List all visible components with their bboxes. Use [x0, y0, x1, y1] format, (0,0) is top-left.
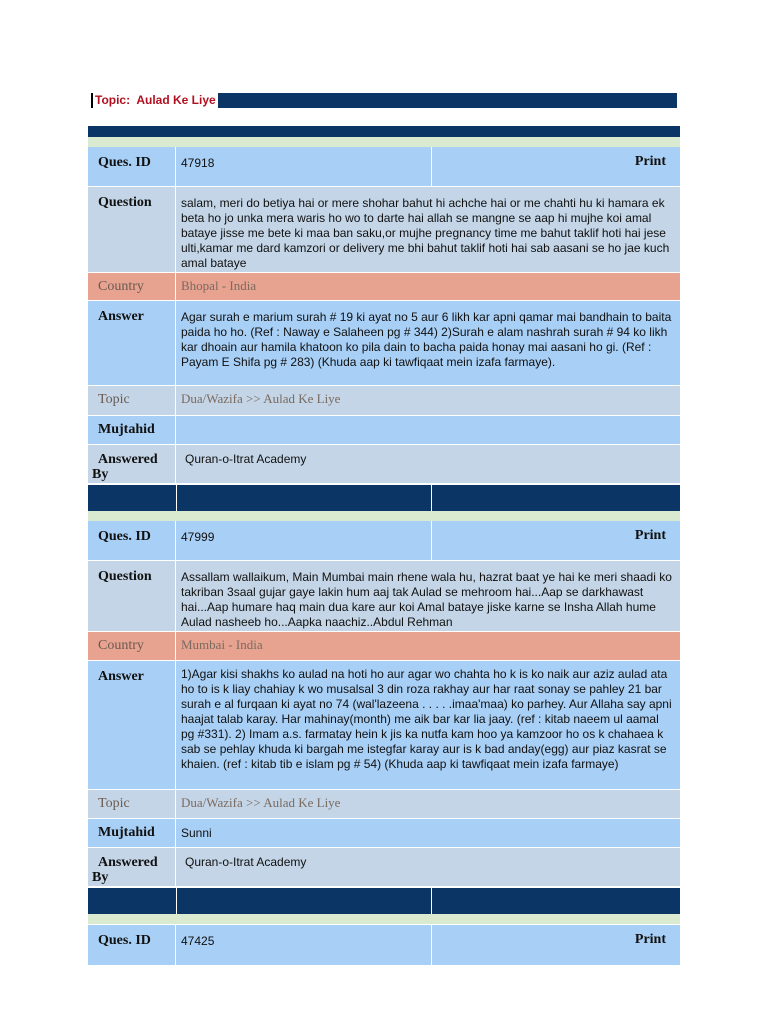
answer-text: 1)Agar kisi shakhs ko aulad na hoti ho aur agar wo chahta ho k is ko naik aur aziz aulad ata ho to is k liay chahiay k wo musalsal 3 din roza rakhay aur har raat sonay se pahley 21 bar surah e al furqaan ki ayat no 74 (wal'lazeena . . . . .imaa'maa) ko parhey. Aur Allaha say apni haajat talab karay. Har mahinay(month) me aik bar kar lia jaay. (ref : kitab naeem ul aamal pg #331). 2) Imam a.s. farmatay hein k jis ka nutfa kam hoo ya kamzoor ho os k chahaea k sab se pehlay khuda ki bargah me istegfar karay aur is k bad anday(egg) aur piaz kasrat se khaien. (ref : kitab tib e islam pg # 54) (Khuda aap ki tawfiqaat mein izafa farmaye): [181, 667, 672, 771]
print-link[interactable]: Print: [634, 154, 666, 169]
mujtahid-label: Mujtahid: [88, 416, 176, 444]
answered-by-value: Quran-o-Itrat Academy: [185, 452, 307, 466]
answered-by-row: [88, 445, 680, 483]
topic-label: Topic: [88, 386, 176, 415]
print-link[interactable]: Print: [634, 528, 666, 543]
topic-header-bar: [91, 93, 677, 108]
country-label: Country: [88, 632, 176, 660]
country-row: [88, 632, 680, 660]
mujtahid-row: [88, 819, 680, 847]
question-label: Question: [88, 187, 176, 272]
question-text: salam, meri do betiya hai or mere shohar bahut hi achche hai or me chahti hu ki hamara ek beta ho jo unka mera waris ho wo to darte hai allah se mangne se aap hi mujhe koi amal bataye jisse me bete ki maa ban saku,or mujhe pregnancy time me bahut taklif hoti hai jese ulti,kamar me dard kamzori or delivery me bhi bahut taklif hoti hai sab aasani se ho jae kuch amal bataye: [181, 196, 670, 270]
country-label: Country: [88, 273, 176, 300]
answer-label: Answer: [88, 301, 176, 385]
mujtahid-row: [88, 416, 680, 444]
answered-by-label: Answered By: [88, 848, 176, 886]
ques-id-label: Ques. ID: [88, 147, 176, 186]
mujtahid-label: Mujtahid: [88, 819, 176, 847]
topic-value: Dua/Wazifa >> Aulad Ke Liye: [181, 391, 341, 406]
country-row: [88, 273, 680, 300]
country-value: Mumbai - India: [181, 637, 263, 652]
topic-label: Topic: [88, 790, 176, 818]
answered-by-label: Answered By: [88, 445, 176, 483]
ques-id-row: [88, 925, 680, 965]
ques-id-row: [88, 521, 680, 560]
ques-id-value: 47425: [181, 934, 215, 948]
topic-header-label: Topic: Aulad Ke Liye: [91, 93, 218, 108]
ques-id-value: 47999: [181, 530, 215, 544]
topic-value: Dua/Wazifa >> Aulad Ke Liye: [181, 795, 341, 810]
ques-id-value: 47918: [181, 156, 215, 170]
ques-id-row: [88, 147, 680, 186]
answered-by-value: Quran-o-Itrat Academy: [185, 855, 307, 869]
answer-label: Answer: [88, 661, 176, 789]
ques-id-label: Ques. ID: [88, 925, 176, 965]
mujtahid-value: [177, 416, 680, 444]
question-text: Assallam wallaikum, Main Mumbai main rhene wala hu, hazrat baat ye hai ke meri shaadi ko takriban 3saal gujar gaye lakin hum aaj tak Aulad se mehroom hai...Aap se darkhawast hai...Aap humare haq main dua kare aur koi Amal bataye jiske karne se Insha Allah hume Aulad nasheeb ho...Aapka naachiz..Abdul Rehman: [181, 570, 672, 629]
mujtahid-value: Sunni: [181, 826, 212, 840]
question-row: [88, 561, 680, 631]
answer-row: [88, 661, 680, 789]
print-link[interactable]: Print: [634, 932, 666, 947]
question-row: [88, 187, 680, 272]
question-label: Question: [88, 561, 176, 631]
entry-separator: [88, 888, 680, 914]
topic-row: [88, 790, 680, 818]
country-value: Bhopal - India: [181, 278, 257, 293]
entry-separator: [88, 485, 680, 511]
topic-row: [88, 386, 680, 415]
answered-by-row: [88, 848, 680, 886]
answer-row: [88, 301, 680, 385]
answer-text: Agar surah e marium surah # 19 ki ayat no 5 aur 6 likh kar apni qamar mai bandhain to baita paida ho ho. (Ref : Naway e Salaheen pg # 344) 2)Surah e alam nashrah surah # 94 ko likh kar dhoain aur hamila khatoon ko pila dain to bacha paida honay mai aasani ho gi. (Ref : Payam E Shifa pg # 283) (Khuda aap ki tawfiqaat mein izafa farmaye).: [181, 310, 672, 369]
ques-id-label: Ques. ID: [88, 521, 176, 560]
